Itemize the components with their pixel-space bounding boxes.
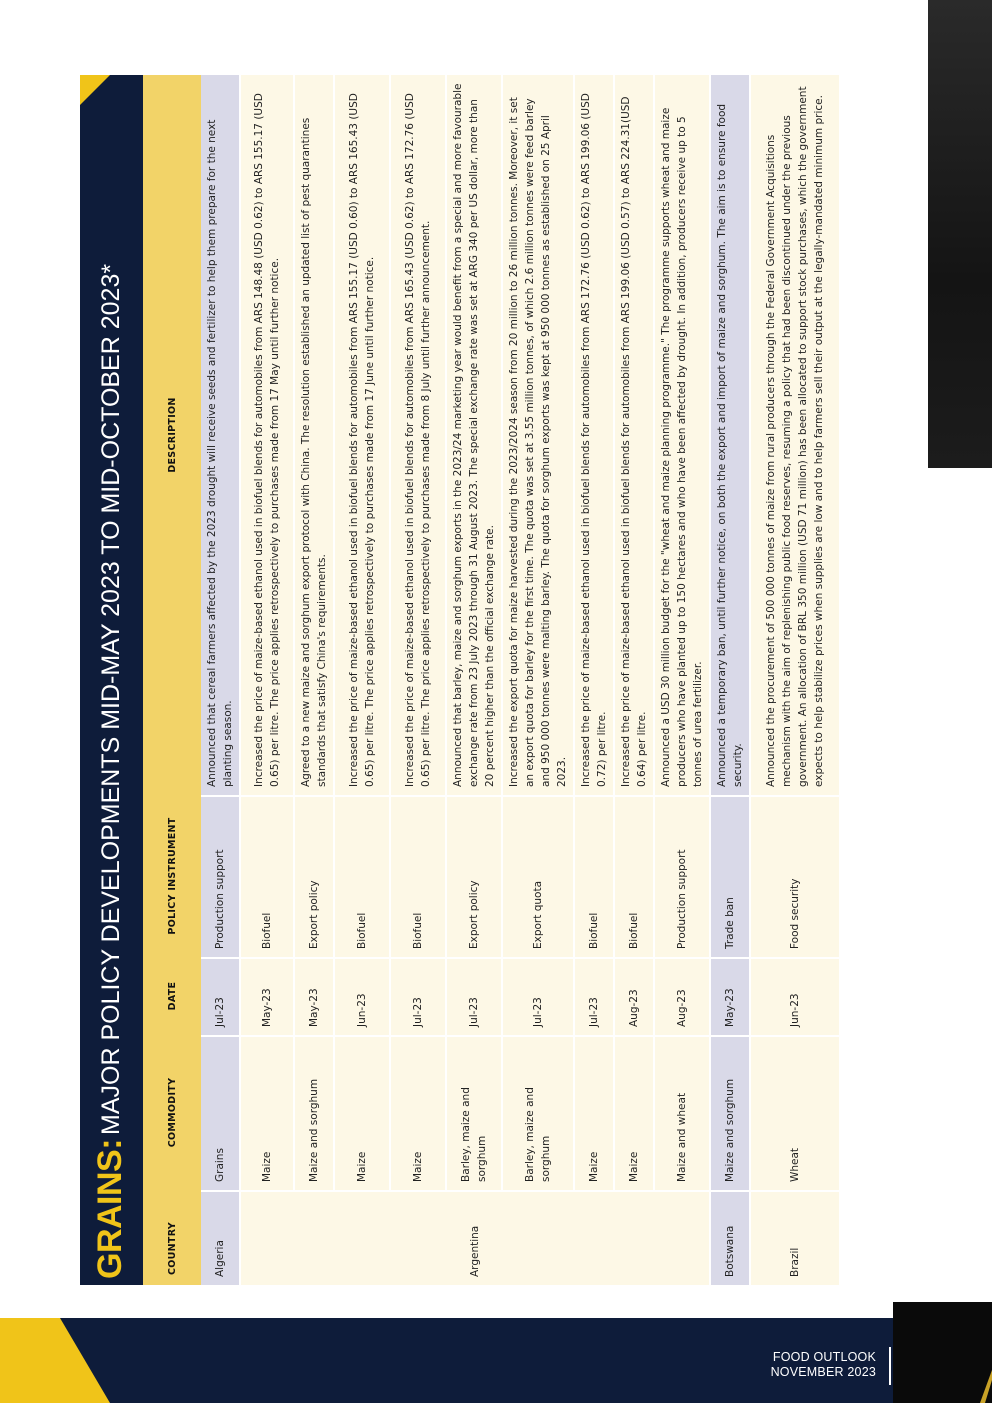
cell-description: Announced a temporary ban, until further notice, on both the export and import of maize and sorghum. The aim is to ensure food security. xyxy=(711,75,751,795)
cell-date: Jul-23 xyxy=(447,957,503,1035)
section-label: GRAINS: xyxy=(91,1138,129,1279)
cell-description: Increased the price of maize-based ethanol used in biofuel blends for automobiles from ARS 199.06 (USD 0.57) to ARS 224.31(USD 0.64) per litre. xyxy=(615,75,655,795)
cell-instrument: Biofuel xyxy=(615,795,655,957)
cell-commodity: Barley, maize and sorghum xyxy=(447,1035,503,1190)
cell-description: Announced a USD 30 million budget for the "wheat and maize planning programme." The programme supports wheat and maize producers who have planted up to 150 hectares and who have been affected by drought. In addition, producers receive up to 5 tonnes of urea fertilizer. xyxy=(655,75,711,795)
cell-description: Increased the export quota for maize harvested during the 2023/2024 season from 20 million to 26 million tonnes. Moreover, it set an export quota for barley for the first time. The quota was set at 3.55 million tonnes, of which 2.6 million tonnes were feed barley and 950 000 tonnes were malting barley. The quota for sorghum exports was kept at 950 000 tonnes as established on 25 April 2023. xyxy=(503,75,575,795)
page-title: MAJOR POLICY DEVELOPMENTS MID-MAY 2023 TO MID-OCTOBER 2023* xyxy=(97,263,125,1135)
cell-date: May-23 xyxy=(295,957,335,1035)
table-row xyxy=(575,75,615,1285)
table-row xyxy=(391,75,447,1285)
side-tab xyxy=(928,0,992,468)
cell-date: May-23 xyxy=(711,957,751,1035)
cell-commodity: Maize xyxy=(575,1035,615,1190)
cell-date: Jul-23 xyxy=(201,957,241,1035)
rotated-table-page xyxy=(80,75,840,1285)
table-row xyxy=(503,75,575,1285)
cell-instrument: Export policy xyxy=(295,795,335,957)
cell-date: Jul-23 xyxy=(575,957,615,1035)
cell-instrument: Biofuel xyxy=(241,795,295,957)
cell-instrument: Trade ban xyxy=(711,795,751,957)
cell-description: Increased the price of maize-based ethanol used in biofuel blends for automobiles from ARS 148.48 (USD 0.62) to ARS 155.17 (USD 0.65) per litre. The price applies retrospectively to purchases made from 17 May until further notice. xyxy=(241,75,295,795)
cell-description: Announced that cereal farmers affected by the 2023 drought will receive seeds and fertilizer to help them prepare for the next planting season. xyxy=(201,75,241,795)
table-header-row xyxy=(143,75,201,1285)
cell-commodity: Maize and sorghum xyxy=(295,1035,335,1190)
header-policy-instrument: POLICY INSTRUMENT xyxy=(143,795,201,957)
cell-commodity: Maize xyxy=(615,1035,655,1190)
cell-date: May-23 xyxy=(241,957,295,1035)
cell-description: Increased the price of maize-based ethanol used in biofuel blends for automobiles from ARS 165.43 (USD 0.62) to ARS 172.76 (USD 0.65) per litre. The price applies retrospectively to purchases made from 8 July until further announcement. xyxy=(391,75,447,795)
cell-date: Jun-23 xyxy=(751,957,841,1035)
table-row xyxy=(447,75,503,1285)
cell-commodity: Barley, maize and sorghum xyxy=(503,1035,575,1190)
cell-date: Aug-23 xyxy=(615,957,655,1035)
cell-instrument: Biofuel xyxy=(575,795,615,957)
cell-description: Announced that barley, maize and sorghum exports in the 2023/24 marketing year would benefit from a special and more favourable exchange rate from 23 July 2023 through 31 August 2023. The special exchange rate was set at ARG 340 per US dollar, more than 20 percent higher than the official exchange rate. xyxy=(447,75,503,795)
cell-date: Jul-23 xyxy=(391,957,447,1035)
table-row xyxy=(241,75,295,1285)
policy-table xyxy=(143,75,841,1285)
cell-instrument: Food security xyxy=(751,795,841,957)
footer-divider xyxy=(889,1347,891,1385)
table-row xyxy=(711,75,751,1285)
cell-instrument: Export quota xyxy=(503,795,575,957)
cell-instrument: Production support xyxy=(655,795,711,957)
cell-country: Botswana xyxy=(711,1190,751,1285)
cell-instrument: Production support xyxy=(201,795,241,957)
cell-commodity: Maize xyxy=(241,1035,295,1190)
cell-instrument: Biofuel xyxy=(335,795,391,957)
cell-country: Algeria xyxy=(201,1190,241,1285)
footer-line2: NOVEMBER 2023 xyxy=(770,1365,876,1379)
cell-date: Jun-23 xyxy=(335,957,391,1035)
header-country: COUNTRY xyxy=(143,1190,201,1285)
header-commodity: COMMODITY xyxy=(143,1035,201,1190)
table-row xyxy=(335,75,391,1285)
table-row xyxy=(655,75,711,1285)
header-description: DESCRIPTION xyxy=(143,75,201,795)
cell-date: Aug-23 xyxy=(655,957,711,1035)
cell-commodity: Maize and wheat xyxy=(655,1035,711,1190)
footer-publication xyxy=(771,1350,876,1380)
policy-table-wrap xyxy=(143,75,841,1285)
cell-commodity: Grains xyxy=(201,1035,241,1190)
cell-country: Brazil xyxy=(751,1190,841,1285)
cell-commodity: Wheat xyxy=(751,1035,841,1190)
cell-commodity: Maize and sorghum xyxy=(711,1035,751,1190)
footer-line1: FOOD OUTLOOK xyxy=(772,1350,876,1364)
table-row xyxy=(751,75,841,1285)
table-row xyxy=(295,75,335,1285)
table-row xyxy=(615,75,655,1285)
cell-description: Increased the price of maize-based ethanol used in biofuel blends for automobiles from ARS 155.17 (USD 0.60) to ARS 165.43 (USD 0.65) per litre. The price applies retrospectively to purchases made from 17 June until further notice. xyxy=(335,75,391,795)
cell-commodity: Maize xyxy=(335,1035,391,1190)
cell-instrument: Export policy xyxy=(447,795,503,957)
cell-description: Announced the procurement of 500 000 tonnes of maize from rural producers through the Federal Government Acquisitions mechanism with the aim of replenishing public food reserves, resuming a policy that had been discontinued under the previous government. An allocation of BRL 350 million (USD 71 million) has been allocated to support stock purchases, which the government expects to help stabilize prices when supplies are low and to help farmers sell their output at the legally-mandated minimum price. xyxy=(751,75,841,795)
footer-accent-shape xyxy=(0,1318,120,1403)
cell-description: Agreed to a new maize and sorghum export protocol with China. The resolution established an updated list of pest quarantines standards that satisfy China's requirements. xyxy=(295,75,335,795)
header-date: DATE xyxy=(143,957,201,1035)
cell-description: Increased the price of maize-based ethanol used in biofuel blends for automobiles from ARS 172.76 (USD 0.62) to ARS 199.06 (USD 0.72) per litre. xyxy=(575,75,615,795)
cell-commodity: Maize xyxy=(391,1035,447,1190)
table-row xyxy=(201,75,241,1285)
cell-instrument: Biofuel xyxy=(391,795,447,957)
cell-country: Argentina xyxy=(241,1190,711,1285)
footer-stripe xyxy=(958,1340,992,1403)
title-corner-accent xyxy=(80,75,110,105)
cell-date: Jul-23 xyxy=(503,957,575,1035)
